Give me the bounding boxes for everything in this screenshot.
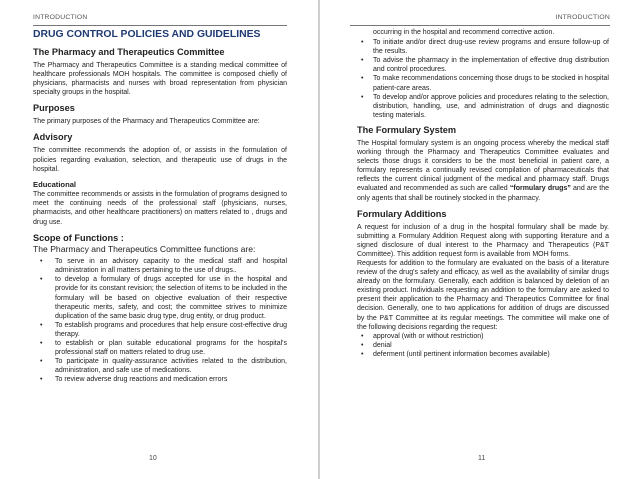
list-item: • To serve in an advisory capacity to the medical staff and hospital administration in all matters pertaining to the use of drugs.. [40, 258, 287, 275]
bullet-icon: • [40, 339, 43, 347]
bullet-icon: • [40, 276, 43, 284]
header-rule-right [350, 25, 610, 26]
list-item: • deferment (until pertinent information becomes available) [361, 350, 550, 358]
bullet-icon: • [40, 258, 43, 266]
bullet-icon: • [40, 376, 43, 384]
functions-list [33, 257, 287, 384]
bullet-icon: • [361, 39, 364, 47]
left-page [0, 0, 318, 479]
advisory-heading: Advisory [33, 132, 73, 143]
page-number-left: 10 [149, 455, 157, 462]
bullet-icon: • [361, 332, 364, 340]
list-item: • To initiate and/or direct drug-use review programs and ensure follow-up of the results. [361, 39, 609, 56]
committee-heading: The Pharmacy and Therapeutics Committee [33, 47, 225, 57]
committee-paragraph: The Pharmacy and Therapeutics Committee is a standing medical committee of healthcare professionals MOH hospitals. The committee is composed chiefly of physicians, pharmacists and nurses with broad representation from physician specialty groups in the hospital. [33, 62, 287, 97]
advisory-paragraph: The committee recommends the adoption of, or assists in the formulation of policies regarding evaluation, selection, and therapeutic use of drugs in the hospital. [33, 147, 287, 173]
bullet-icon: • [361, 93, 364, 101]
left-column [33, 28, 287, 389]
list-item: • To review adverse drug reactions and medication errors [40, 376, 228, 384]
running-head-right: INTRODUCTION [555, 14, 610, 21]
list-item: • To participate in quality-assurance activities related to the distribution, administration, and safe use of medications. [40, 358, 287, 375]
list-item: • To establish programs and procedures that help ensure cost-effective drug therapy. [40, 321, 287, 338]
bullet-icon: • [361, 57, 364, 65]
educational-heading: Educational [33, 179, 77, 189]
list-item: • To make recommendations concerning those drugs to be stocked in hospital patient-care areas. [361, 75, 609, 92]
purposes-heading: Purposes [33, 103, 75, 114]
bullet-icon: • [361, 341, 364, 349]
bullet-icon: • [40, 358, 43, 366]
additions-paragraph-1: A request for inclusion of a drug in the hospital formulary shall be made by. submitting a Formulary Addition Request along with supporting literature and a signed disclosure of dual interest to the Pharmacy and Therapeutics (P&T Committee). This addition request form is available from MOH forms. [357, 223, 609, 258]
educational-paragraph: The committee recommends or assists in the formulation of programs designed to meet the continuing needs of the professional staff (physicians, nurses, pharmacists, and other healthcare practitioners) on matters related to , drugs and drug use. [33, 191, 287, 226]
purposes-paragraph: The primary purposes of the Pharmacy and Therapeutics Committee are: [33, 118, 260, 126]
decisions-list [357, 332, 609, 359]
header-rule-left [33, 25, 287, 26]
right-page [320, 0, 638, 479]
formulary-heading: The Formulary System [357, 124, 457, 135]
running-head-left: INTRODUCTION [33, 14, 88, 21]
formulary-paragraph: The Hospital formulary system is an ongoing process whereby the medical staff working through the Pharmacy and Therapeutics Committee evaluates and selects those drugs it considers to be the most beneficial in patient care, a formulary represents a continually revised compilation of pharmaceuticals that reflects the current clinical judgment of the medical and pharmacy staff. Drugs evaluated and recommended as such are called “formulary drugs” and are the only agents that shall be routinely stocked in the pharmacy. [357, 139, 609, 202]
continued-list-text: occurring in the hospital and recommend corrective action. [373, 29, 555, 36]
list-item: • to establish or plan suitable educational programs for the hospital's professional staff on matters related to drug use. [40, 339, 287, 357]
additions-heading: Formulary Additions [357, 208, 447, 219]
list-item: • To advise the pharmacy in the implementation of effective drug distribution and control procedures. [361, 57, 609, 74]
list-item: • denial [361, 341, 392, 349]
list-item: • To develop and/or approve policies and procedures relating to the selection, distribution, handling, use, and administration of drugs and diagnostic testing materials. [361, 93, 609, 119]
scope-heading: Scope of Functions : [33, 232, 124, 243]
bullet-icon: • [361, 75, 364, 83]
list-item: • to develop a formulary of drugs accepted for use in the hospital and provide for its constant revision; the selection of items to be included in the formulary will be based on objective evaluation of their respective therapeutic merits, safety, and cost; the committee strives to minimize duplication of the same basic drug type, drug entity, or drug product. [40, 276, 287, 320]
scope-subheading: The Pharmacy and Therapeutics Committee functions are: [33, 243, 256, 254]
bullet-icon: • [40, 321, 43, 329]
page-number-right: 11 [478, 455, 486, 462]
additions-paragraph-2: Requests for addition to the formulary are evaluated on the basis of a literature review of the drug's safety and efficacy, as well as the availability of similar drugs already on the formulary. Generally, each addition is balanced by deletion of an existing product. Individuals requesting an addition to the formulary are asked to present their application to the Pharmacy and Therapeutics Committee for final decision. Generally, one to two applications for addition of drugs are discussed by the P&T Committee at its regular meetings. The committee will make one of the following decisions regarding the request: [357, 259, 609, 331]
formulary-term: “formulary drugs” [509, 185, 571, 193]
list-item: • approval (with or without restriction) [361, 332, 484, 340]
bullet-icon: • [361, 350, 364, 358]
section-title: DRUG CONTROL POLICIES AND GUIDELINES [33, 29, 261, 40]
right-column [357, 28, 609, 364]
functions-list-continued [357, 38, 609, 120]
